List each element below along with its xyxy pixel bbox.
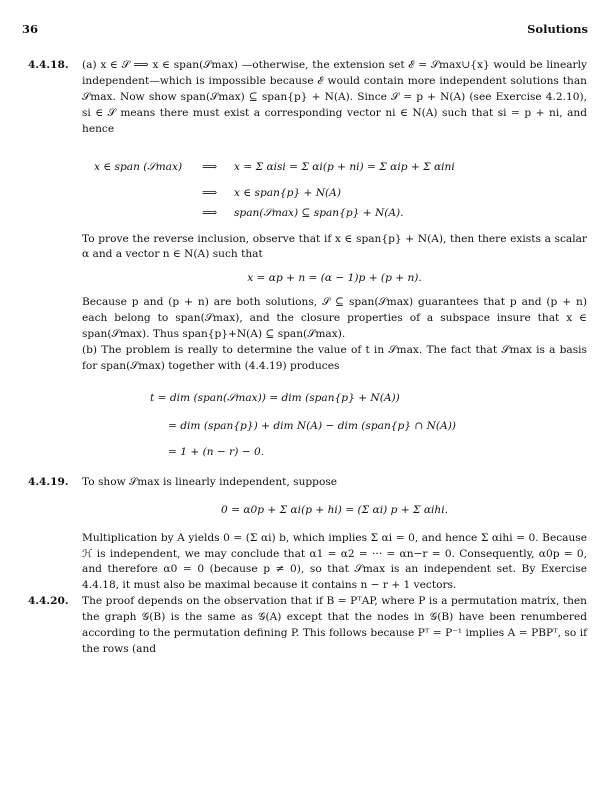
implies-symbol: ⟹	[202, 160, 218, 173]
header-title: Solutions	[527, 22, 588, 36]
equation-left: x ∈ span (𝒮max)	[94, 160, 183, 173]
equation-line: x ∈ span{p} + N(A)	[234, 186, 341, 199]
implies-symbol: ⟹	[202, 186, 218, 199]
paragraph: (b) The problem is really to determine the value of t in 𝒮max. The fact that 𝒮max is a basis for span(𝒮max) together with (4.4.19) produces	[82, 343, 587, 372]
exercise-4-4-18	[28, 58, 587, 469]
exercise-label: 4.4.19.	[28, 475, 69, 488]
exercise-4-4-20	[28, 594, 587, 658]
paragraph: To prove the reverse inclusion, observe that if x ∈ span{p} + N(A), then there exists a scalar α and a vector n ∈ N(A) such that	[82, 232, 587, 261]
implies-symbol: ⟹	[202, 206, 218, 219]
equation-right: x = Σ αisi = Σ αi(p + ni) = Σ αip + Σ αini	[234, 160, 455, 173]
paragraph: The proof depends on the observation that if B = PᵀAP, where P is a permutation matrix, then the graph 𝒢(B) is the same as 𝒢(A) except that the nodes in 𝒢(B) have been renumbered according to the permutation defining P. This follows because Pᵀ = P⁻¹ implies A = PBPᵀ, so if the rows (and	[82, 595, 587, 655]
page-body	[28, 58, 587, 658]
equation-block	[82, 381, 587, 469]
equation-line: t = dim (span(𝒮max)) = dim (span{p} + N(A))	[150, 391, 400, 404]
page-header	[22, 22, 588, 36]
equation-line: = dim (span{p}) + dim N(A) − dim (span{p} ∩ N(A))	[168, 419, 456, 432]
exercise-label: 4.4.18.	[28, 59, 69, 71]
equation-line: span(𝒮max) ⊆ span{p} + N(A).	[234, 206, 404, 219]
paragraph: To show 𝒮max is linearly independent, suppose	[82, 475, 338, 488]
equation-line: 0 = α0p + Σ αi(p + hi) = (Σ αi) p + Σ αihi.	[221, 503, 448, 516]
exercise-label: 4.4.20.	[28, 595, 69, 608]
equation-line: x = αp + n = (α − 1)p + (p + n).	[247, 272, 422, 285]
paragraph: (a) x ∈ 𝒮 ⟹ x ∈ span(𝒮max) —otherwise, the extension set ℰ = 𝒮max∪{x} would be linearly independent—which is impossible because ℰ would contain more independent solutions than 𝒮max. Now show span(𝒮max) ⊆ span{p} + N(A). Since 𝒮 = p + N(A) (see Exercise 4.2.10), si ∈ 𝒮 means there must exist a corresponding vector ni ∈ N(A) such that si = p + ni, and hence	[82, 59, 587, 135]
equation-block	[82, 146, 587, 232]
paragraph: Multiplication by A yields 0 = (Σ αi) b, which implies Σ αi = 0, and hence Σ αihi = 0. Because ℋ is independent, we may conclude that α1 = α2 = ··· = αn−r = 0. Consequently, α0p = 0, and therefore α0 = 0 (because p ≠ 0), so that 𝒮max is an independent set. By Exercise 4.4.18, it must also be maximal because it contains n − r + 1 vectors.	[82, 531, 587, 592]
page-number: 36	[22, 22, 39, 36]
paragraph: Because p and (p + n) are both solutions, 𝒮 ⊆ span(𝒮max) guarantees that p and (p + n) each belong to span(𝒮max), and the closure properties of a subspace insure that x ∈ span(𝒮max). Thus span{p}+N(A) ⊆ span(𝒮max).	[82, 296, 587, 341]
equation-line: = 1 + (n − r) − 0.	[168, 445, 265, 458]
exercise-4-4-19	[28, 475, 587, 594]
